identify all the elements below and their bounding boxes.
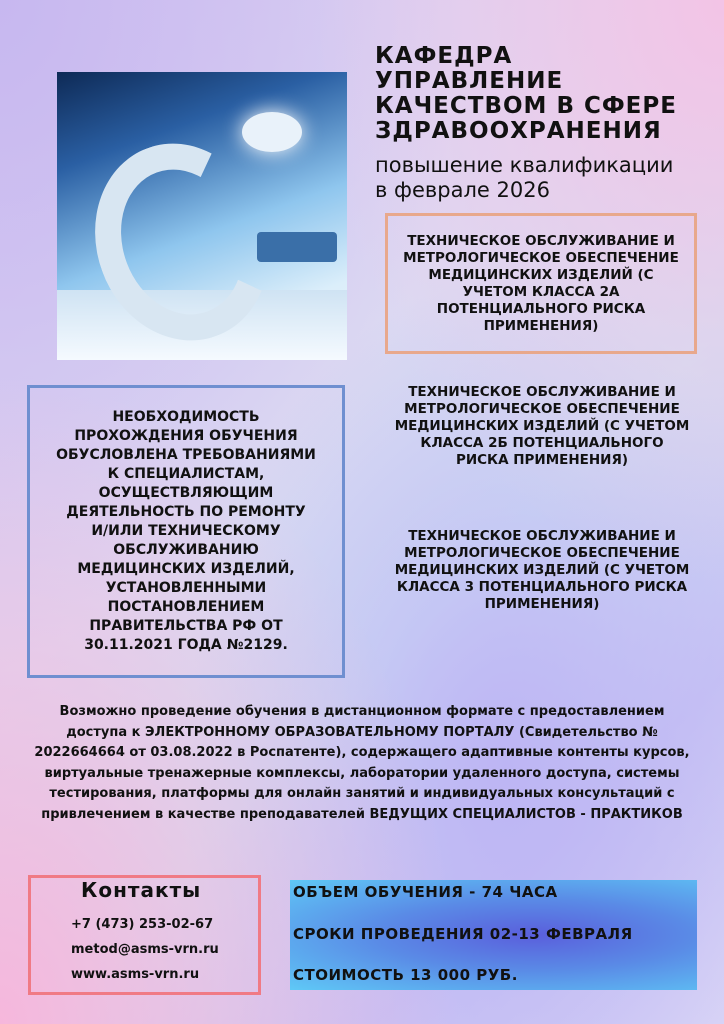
subtitle bbox=[375, 153, 720, 203]
title-line: КАЧЕСТВОМ В СФЕРЕ bbox=[375, 93, 677, 119]
subtitle-line: повышение квалификации bbox=[375, 153, 674, 177]
title-line: КАФЕДРА bbox=[375, 43, 513, 69]
contact-email[interactable]: metod@asms-vrn.ru bbox=[71, 942, 219, 957]
course-3: ТЕХНИЧЕСКОЕ ОБСЛУЖИВАНИЕ И МЕТРОЛОГИЧЕСКОЕ ОБЕСПЕЧЕНИЕ МЕДИЦИНСКИХ ИЗДЕЛИЙ (С УЧЕТОМ КЛАССА 3 ПОТЕНЦИАЛЬНОГО РИСКА ПРИМЕНЕНИЯ) bbox=[394, 528, 690, 612]
training-volume: ОБЪЕМ ОБУЧЕНИЯ - 74 ЧАСА bbox=[293, 883, 558, 901]
contacts-box bbox=[28, 875, 261, 995]
medical-equipment-photo bbox=[57, 72, 347, 360]
requirement-text: НЕОБХОДИМОСТЬ ПРОХОЖДЕНИЯ ОБУЧЕНИЯ ОБУСЛОВЛЕНА ТРЕБОВАНИЯМИ К СПЕЦИАЛИСТАМ, ОСУЩЕСТВЛЯЮЩИМ ДЕЯТЕЛЬНОСТЬ ПО РЕМОНТУ И/ИЛИ ТЕХНИЧЕСКОМУ ОБСЛУЖИВАНИЮ МЕДИЦИНСКИХ ИЗДЕЛИЙ, УСТАНОВЛЕННЫМИ ПОСТАНОВЛЕНИЕМ ПРАВИТЕЛЬСТВА РФ ОТ 30.11.2021 ГОДА №2129. bbox=[56, 409, 316, 653]
operating-table-shape bbox=[257, 232, 337, 262]
requirement-box bbox=[27, 385, 345, 678]
contact-website[interactable]: www.asms-vrn.ru bbox=[71, 967, 200, 982]
page-title bbox=[375, 44, 715, 144]
course-title: ТЕХНИЧЕСКОЕ ОБСЛУЖИВАНИЕ И МЕТРОЛОГИЧЕСКОЕ ОБЕСПЕЧЕНИЕ МЕДИЦИНСКИХ ИЗДЕЛИЙ (С УЧЕТОМ КЛАССА 2А ПОТЕНЦИАЛЬНОГО РИСКА ПРИМЕНЕНИЯ) bbox=[403, 232, 679, 334]
course-box-2a bbox=[385, 213, 697, 354]
contact-phone[interactable]: +7 (473) 253-02-67 bbox=[71, 917, 214, 932]
surgical-lamp-shape bbox=[242, 112, 302, 152]
title-line: ЗДРАВООХРАНЕНИЯ bbox=[375, 118, 662, 144]
training-dates: СРОКИ ПРОВЕДЕНИЯ 02-13 ФЕВРАЛЯ bbox=[293, 924, 633, 943]
course-2b: ТЕХНИЧЕСКОЕ ОБСЛУЖИВАНИЕ И МЕТРОЛОГИЧЕСКОЕ ОБЕСПЕЧЕНИЕ МЕДИЦИНСКИХ ИЗДЕЛИЙ (С УЧЕТОМ КЛАССА 2Б ПОТЕНЦИАЛЬНОГО РИСКА ПРИМЕНЕНИЯ) bbox=[394, 384, 690, 468]
contacts-heading: Контакты bbox=[81, 878, 202, 902]
title-line: УПРАВЛЕНИЕ bbox=[375, 68, 564, 94]
description-text: Возможно проведение обучения в дистанционном формате с предоставлением доступа к ЭЛЕКТРОННОМУ ОБРАЗОВАТЕЛЬНОМУ ПОРТАЛУ (Свидетельство № 2022664664 от 03.08.2022 в Роспатенте), содержащего адаптивные контенты курсов, виртуальные тренажерные комплексы, лаборатории удаленного доступа, системы тестирования, платформы для онлайн занятий и индивидуальных консультаций с привлечением в качестве преподавателей ВЕДУЩИХ СПЕЦИАЛИСТОВ - ПРАКТИКОВ bbox=[34, 704, 690, 822]
subtitle-line: в феврале 2026 bbox=[375, 178, 550, 202]
course-info-box bbox=[290, 880, 697, 990]
training-price: СТОИМОСТЬ 13 000 РУБ. bbox=[293, 966, 518, 985]
